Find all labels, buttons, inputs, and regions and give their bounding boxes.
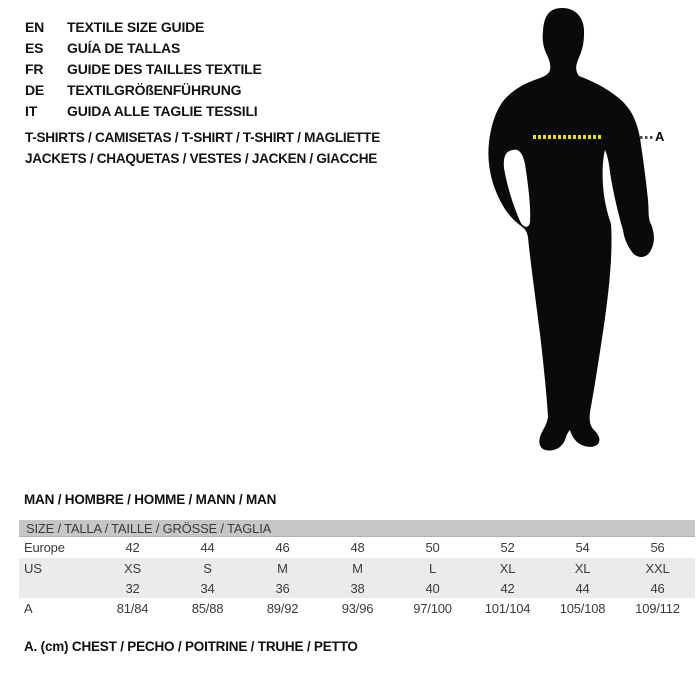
size-cell: 85/88 [191,600,224,616]
size-cell: M [277,560,288,576]
size-cell: 97/100 [413,600,452,616]
row-label: Europe [24,540,65,555]
chest-measure-line [533,135,602,139]
language-name: TEXTILE SIZE GUIDE [67,19,205,35]
size-cell: L [428,560,437,576]
size-cell: 48 [350,540,365,555]
language-row [25,80,262,101]
size-cell: 105/108 [559,600,606,616]
size-cell: 93/96 [341,600,374,616]
size-cell: XS [124,560,141,576]
language-row [25,17,262,38]
size-cell: 38 [350,580,365,596]
size-cell: 44 [575,580,590,596]
language-name: GUÍA DE TALLAS [67,40,181,56]
size-cell: M [352,560,363,576]
silhouette-path [488,8,653,450]
size-table [19,520,695,618]
size-cell: 42 [500,580,515,596]
footnote-chest: A. (cm) CHEST / PECHO / POITRINE / TRUHE / PETTO [24,639,358,654]
size-cell: 40 [425,580,440,596]
size-cell: 46 [650,580,665,596]
size-cell: 109/112 [635,600,680,616]
category-line-tshirts: T-SHIRTS / CAMISETAS / T-SHIRT / T-SHIRT / MAGLIETTE [25,130,380,145]
language-code: DE [25,82,45,98]
language-name: GUIDE DES TAILLES TEXTILE [67,61,262,77]
size-cell: 32 [125,580,140,596]
size-cell: S [203,560,212,576]
category-line-jackets: JACKETS / CHAQUETAS / VESTES / JACKEN / GIACCHE [25,151,377,166]
row-label: US [24,560,42,576]
size-cell: XXL [645,560,670,576]
size-cell: 101/104 [484,600,531,616]
size-cell: 50 [425,540,440,555]
size-cell: 36 [275,580,290,596]
table-row-europe [19,537,695,558]
table-row-us [19,558,695,578]
language-code: IT [25,103,38,119]
size-cell: 56 [650,540,665,555]
size-cell: XL [499,560,516,576]
size-cell: 34 [200,580,215,596]
language-list [25,17,262,122]
size-cell: 44 [200,540,215,555]
size-table-header: SIZE / TALLA / TAILLE / GRÖSSE / TAGLIA [19,520,695,537]
category-list [25,127,380,169]
language-row [25,101,262,122]
chest-measure-dashes [640,136,653,139]
language-code: ES [25,40,44,56]
size-cell: 42 [125,540,140,555]
language-row [25,38,262,59]
table-row-numeric [19,578,695,598]
section-title-man: MAN / HOMBRE / HOMME / MANN / MAN [24,492,277,507]
size-cell: 52 [500,540,515,555]
measure-label-a: A [655,129,665,144]
size-cell: XL [574,560,591,576]
language-name: GUIDA ALLE TAGLIE TESSILI [67,103,258,119]
table-row-chest-a [19,598,695,618]
row-label: A [24,600,33,616]
language-code: EN [25,19,45,35]
size-cell: 46 [275,540,290,555]
size-cell: 54 [575,540,590,555]
language-name: TEXTILGRÖßENFÜHRUNG [67,82,242,98]
language-code: FR [25,61,44,77]
language-row [25,59,262,80]
size-cell: 89/92 [266,600,299,616]
size-cell: 81/84 [116,600,149,616]
